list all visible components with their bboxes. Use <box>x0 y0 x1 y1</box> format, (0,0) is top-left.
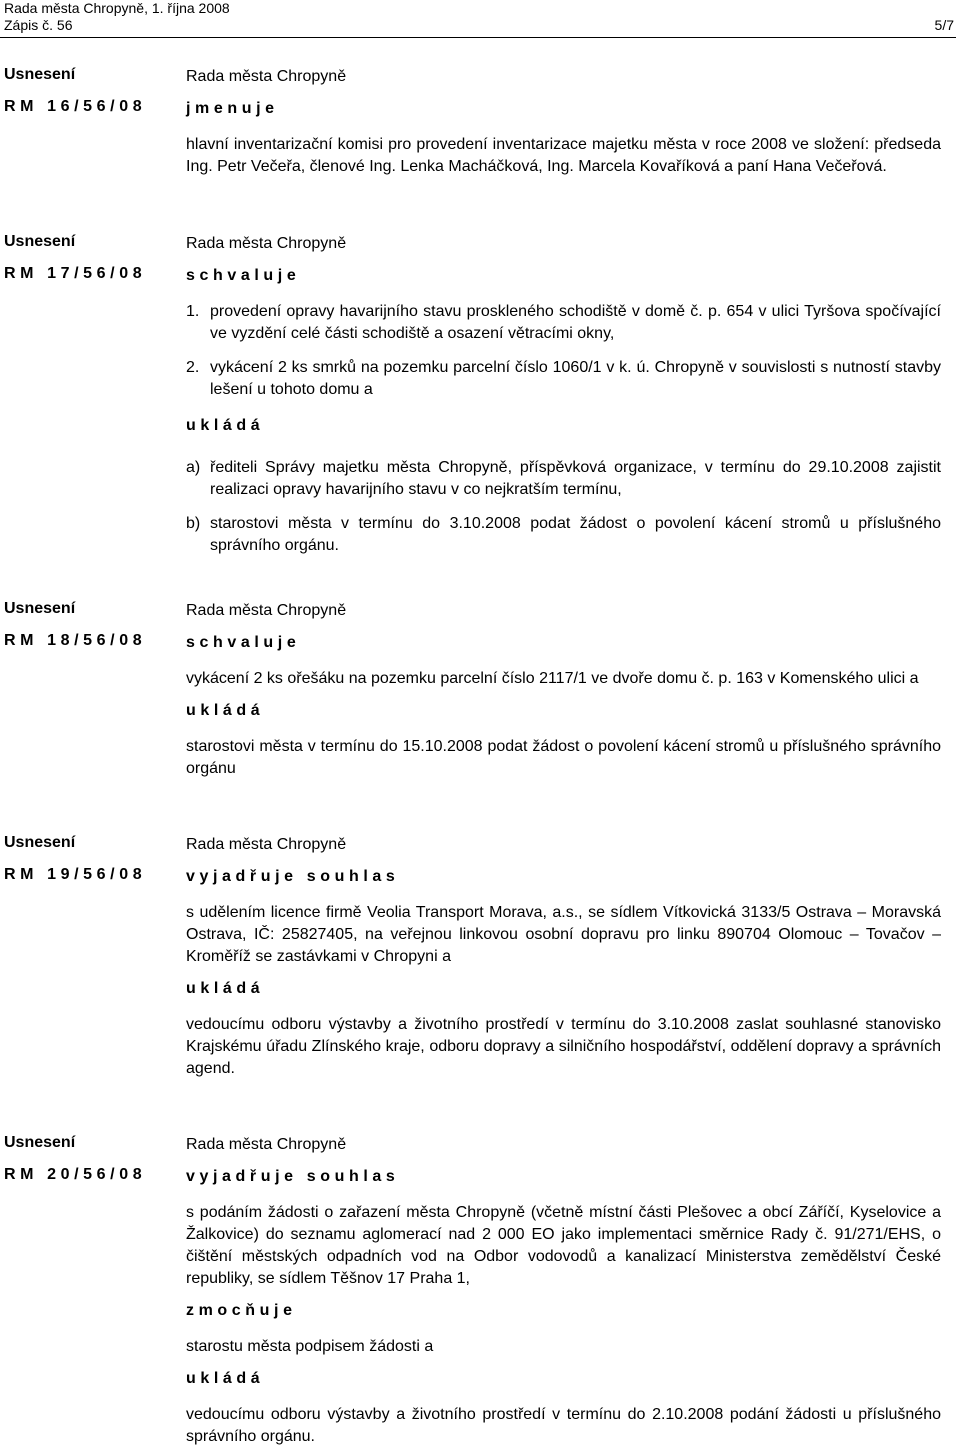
resolution-verb: jmenuje <box>186 100 279 117</box>
resolution-number: RM 17/56/08 <box>4 265 147 282</box>
council-name: Rada města Chropyně <box>186 1136 347 1153</box>
list-item <box>186 513 941 557</box>
resolution-number: RM 19/56/08 <box>4 866 147 883</box>
resolution-label: Usnesení <box>4 834 76 851</box>
resolution-label: Usnesení <box>4 600 76 617</box>
item-text: vykácení 2 ks smrků na pozemku parcelní číslo 1060/1 v k. ú. Chropyně v souvislosti s nutností stavby lešení u tohoto domu a <box>210 359 941 398</box>
resolution-body <box>186 233 941 557</box>
list-item <box>186 301 941 345</box>
resolution-text: starostovi města v termínu do 15.10.2008 podat žádost o povolení kácení stromů u příslušného správního orgánu <box>186 738 941 777</box>
resolution-body <box>186 834 941 1080</box>
item-number: 1. <box>186 303 200 320</box>
resolution-verb: ukládá <box>186 702 265 719</box>
resolution-body <box>186 1134 941 1448</box>
resolution-text: vykácení 2 ks ořešáku na pozemku parcelní číslo 2117/1 ve dvoře domu č. p. 163 v Komenského ulici a <box>186 670 919 687</box>
resolution-number: RM 16/56/08 <box>4 98 147 115</box>
resolution-text: vedoucímu odboru výstavby a životního prostředí v termínu do 2.10.2008 podání žádosti u příslušného správního orgánu. <box>186 1406 941 1445</box>
council-name: Rada města Chropyně <box>186 68 347 85</box>
resolution-body <box>186 600 941 780</box>
resolution-text: starostu města podpisem žádosti a <box>186 1338 434 1355</box>
item-text: provedení opravy havarijního stavu proskleného schodiště v domě č. p. 654 v ulici Tyršova spočívající ve vyzdění celé části schodiště a osazení větracími okny, <box>210 303 941 342</box>
resolution-body <box>186 66 941 178</box>
item-number: 2. <box>186 359 200 376</box>
item-text: starostovi města v termínu do 3.10.2008 podat žádost o povolení kácení stromů u příslušného správního orgánu. <box>210 515 941 554</box>
list-item <box>186 457 941 501</box>
header-divider <box>0 37 956 38</box>
resolution-verb: vyjadřuje souhlas <box>186 1168 400 1185</box>
council-name: Rada města Chropyně <box>186 235 347 252</box>
resolution-label: Usnesení <box>4 233 76 250</box>
resolution-text: s udělením licence firmě Veolia Transport Morava, a.s., se sídlem Vítkovická 3133/5 Ostrava – Moravská Ostrava, IČ: 25827405, na veřejnou linkovou osobní dopravu pro linku 890704 Olomouc – Tovačov – Kroměříž se zastávkami v Chropyni a <box>186 904 941 965</box>
council-name: Rada města Chropyně <box>186 602 347 619</box>
resolution-text: s podáním žádosti o zařazení města Chropyně (včetně místní části Plešovec a obcí Záříčí, Kyselovice a Žalkovice) do seznamu aglomerací nad 2 000 EO jako implementaci směrnice Rady č. 91/271/EHS, o čištění městských odpadních vod na Odbor vodovodů a kanalizací Ministerstva zemědělství České republiky, se sídlem Těšnov 17 Praha 1, <box>186 1204 941 1287</box>
resolution-verb: zmocňuje <box>186 1302 297 1319</box>
item-text: řediteli Správy majetku města Chropyně, příspěvková organizace, v termínu do 29.10.2008 zajistit realizaci opravy havarijního stavu v co nejkratším termínu, <box>210 459 941 498</box>
resolution-verb: ukládá <box>186 1370 265 1387</box>
resolution-verb: vyjadřuje souhlas <box>186 868 400 885</box>
resolution-verb: ukládá <box>186 980 265 997</box>
item-number: a) <box>186 459 201 476</box>
page-header <box>4 0 954 34</box>
header-title: Rada města Chropyně, 1. října 2008 <box>4 0 230 16</box>
resolution-verb: ukládá <box>186 417 265 434</box>
resolution-verb: schvaluje <box>186 634 301 651</box>
page-number: 5/7 <box>934 17 954 33</box>
item-number: b) <box>186 515 201 532</box>
resolution-number: RM 20/56/08 <box>4 1166 147 1183</box>
resolution-number: RM 18/56/08 <box>4 632 147 649</box>
resolution-verb: schvaluje <box>186 267 301 284</box>
resolution-label: Usnesení <box>4 1134 76 1151</box>
resolution-text: hlavní inventarizační komisi pro provedení inventarizace majetku města v roce 2008 ve složení: předseda Ing. Petr Večeřa, členové Ing. Lenka Macháčková, Ing. Marcela Kovaříková a paní Hana Večeřová. <box>186 136 941 175</box>
resolution-text: vedoucímu odboru výstavby a životního prostředí v termínu do 3.10.2008 zaslat souhlasné stanovisko Krajskému úřadu Zlínského kraje, odboru dopravy a silničního hospodářství, oddělení dopravy a správních agend. <box>186 1016 941 1077</box>
list-item <box>186 357 941 401</box>
resolution-label: Usnesení <box>4 66 76 83</box>
council-name: Rada města Chropyně <box>186 836 347 853</box>
header-minutes-number: Zápis č. 56 <box>4 17 73 33</box>
